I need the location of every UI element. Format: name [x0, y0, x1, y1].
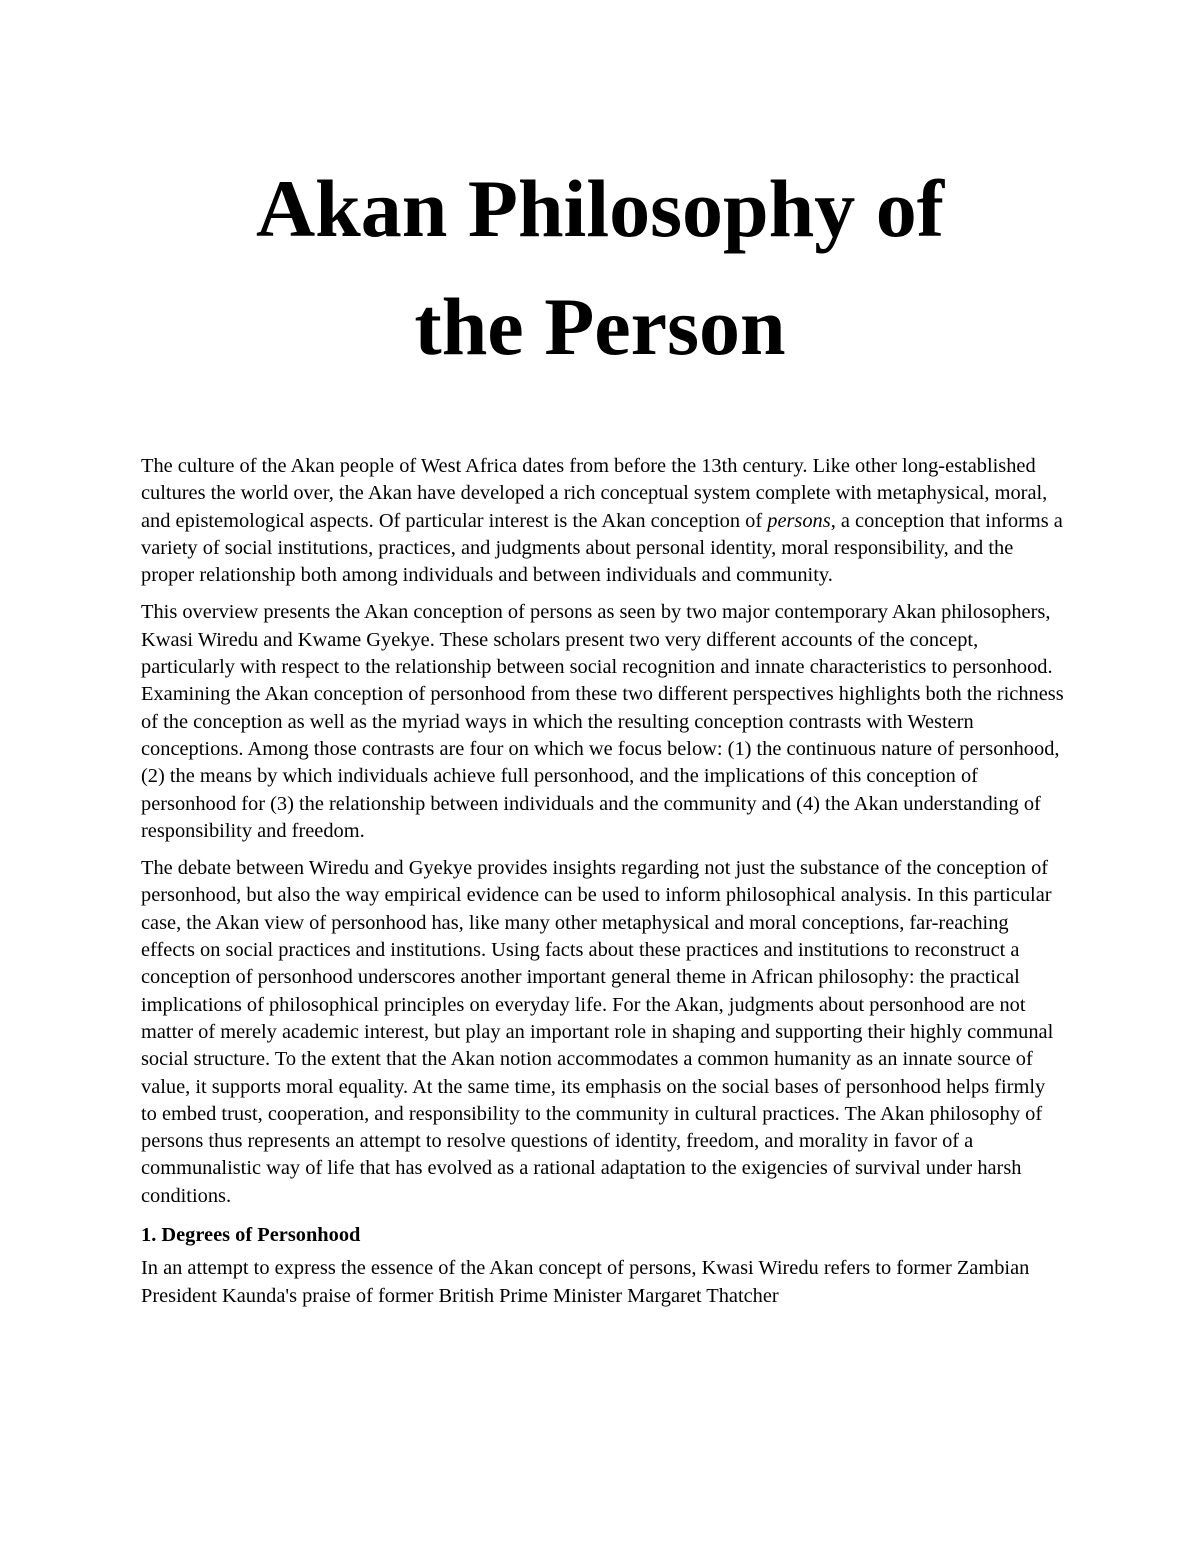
- paragraph-debate: The debate between Wiredu and Gyekye provides insights regarding not just the substance of the conception of personhood, but also the way empirical evidence can be used to inform philosophical analysis. In this particular case, the Akan view of personhood has, like many other metaphysical and moral conceptions, far-reaching effects on social practices and institutions. Using facts about these practices and institutions to reconstruct a conception of personhood underscores another important general theme in African philosophy: the practical implications of philosophical principles on everyday life. For the Akan, judgments about personhood are not matter of merely academic interest, but play an important role in shaping and supporting their highly communal social structure. To the extent that the Akan notion accommodates a common humanity as an innate source of value, it supports moral equality. At the same time, its emphasis on the social bases of personhood helps firmly to embed trust, cooperation, and responsibility to the community in cultural practices. The Akan philosophy of persons thus represents an attempt to resolve questions of identity, freedom, and morality in favor of a communalistic way of life that has evolved as a rational adaptation to the exigencies of survival under harsh conditions.: [141, 857, 1054, 1207]
- paragraph-section1: In an attempt to express the essence of the Akan concept of persons, Kwasi Wiredu refers to former Zambian President Kaunda's praise of former British Prime Minister Margaret Thatcher: [141, 1257, 1030, 1307]
- emphasis-persons: persons: [767, 509, 831, 532]
- paragraph-overview: This overview presents the Akan conception of persons as seen by two major contemporary Akan philosophers, Kwasi Wiredu and Kwame Gyekye. These scholars present two very different accounts of the concept, particularly with respect to the relationship between social recognition and innate characteristics to personhood. Examining the Akan conception of personhood from these two different perspectives highlights both the richness of the conception as well as the myriad ways in which the resulting conception contrasts with Western conceptions. Among those contrasts are four on which we focus below: (1) the continuous nature of personhood, (2) the means by which individuals achieve full personhood, and the implications of this conception of personhood for (3) the relationship between individuals and the community and (4) the Akan understanding of responsibility and freedom.: [141, 601, 1064, 842]
- document-title: [140, 150, 1060, 386]
- title-line-1: Akan Philosophy of: [255, 163, 945, 254]
- document-body: [141, 453, 1066, 1310]
- paragraph-intro-text-a: The culture of the Akan people of West Africa dates from before the 13th century. Like other long-established cultures the world over, the Akan have developed a rich conceptual system complete with metaphysical, moral, and epistemological aspects. Of particular interest is the Akan conception of: [141, 455, 1048, 532]
- paragraph-intro: [141, 453, 1066, 589]
- paragraph-intro-text-b: , a conception that informs a variety of social institutions, practices, and judgments about personal identity, moral responsibility, and the proper relationship both among individuals and between individuals and community.: [141, 509, 1063, 587]
- title-line-2: the Person: [414, 281, 786, 372]
- section-heading-degrees-of-personhood: 1. Degrees of Personhood: [141, 1224, 361, 1247]
